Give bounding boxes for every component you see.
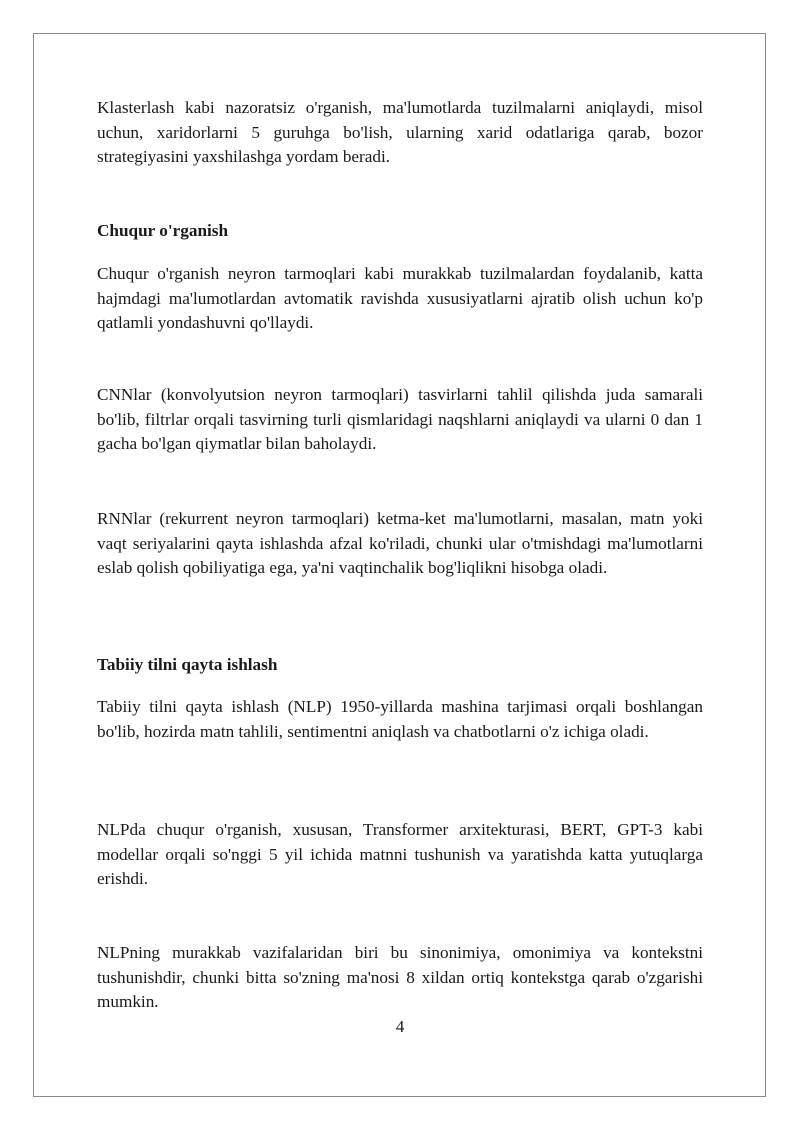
heading-deep-learning: Chuqur o'rganish [97, 221, 229, 240]
paragraph-nlp-history: Tabiiy tilni qayta ishlash (NLP) 1950-yillarda mashina tarjimasi orqali boshlangan bo'lib, hozirda matn tahlili, sentimentni aniqlash va chatbotlarni o'z ichiga oladi. [97, 697, 703, 741]
paragraph-nlp-challenges: NLPning murakkab vazifalaridan biri bu sinonimiya, omonimiya va kontekstni tushunishdir, chunki bitta so'zning ma'nosi 8 xildan ortiq kontekstga qarab o'zgarishi mumkin. [97, 943, 703, 1011]
paragraph-rnn: RNNlar (rekurrent neyron tarmoqlari) ketma-ket ma'lumotlarni, masalan, matn yoki vaqt seriyalarini qayta ishlashda afzal ko'riladi, chunki ular o'tmishdagi ma'lumotlarni eslab qolish qobiliyatiga ega, ya'ni vaqtinchalik bog'liqlikni hisobga oladi. [97, 509, 703, 577]
page-number: 4 [395, 1017, 405, 1036]
paragraph-clustering: Klasterlash kabi nazoratsiz o'rganish, ma'lumotlarda tuzilmalarni aniqlaydi, misol uchun, xaridorlarni 5 guruhga bo'lish, ularning xarid odatlariga qarab, bozor strategiyasini yaxshilashga yordam beradi. [97, 98, 703, 166]
paragraph-deep-learning: Chuqur o'rganish neyron tarmoqlari kabi murakkab tuzilmalardan foydalanib, katta hajmdagi ma'lumotlardan avtomatik ravishda xususiyatlarni ajratib olish uchun ko'p qatlamli yondashuvni qo'llaydi. [97, 264, 703, 332]
paragraph-nlp-transformers: NLPda chuqur o'rganish, xususan, Transformer arxitekturasi, BERT, GPT-3 kabi modellar orqali so'nggi 5 yil ichida matnni tushunish va yaratishda katta yutuqlarga erishdi. [97, 820, 703, 888]
paragraph-cnn: CNNlar (konvolyutsion neyron tarmoqlari) tasvirlarni tahlil qilishda juda samarali bo'lib, filtrlar orqali tasvirning turli qismlaridagi naqshlarni aniqlaydi va ularni 0 dan 1 gacha bo'lgan qiymatlar bilan baholaydi. [97, 385, 703, 453]
heading-nlp: Tabiiy tilni qayta ishlash [97, 655, 278, 674]
